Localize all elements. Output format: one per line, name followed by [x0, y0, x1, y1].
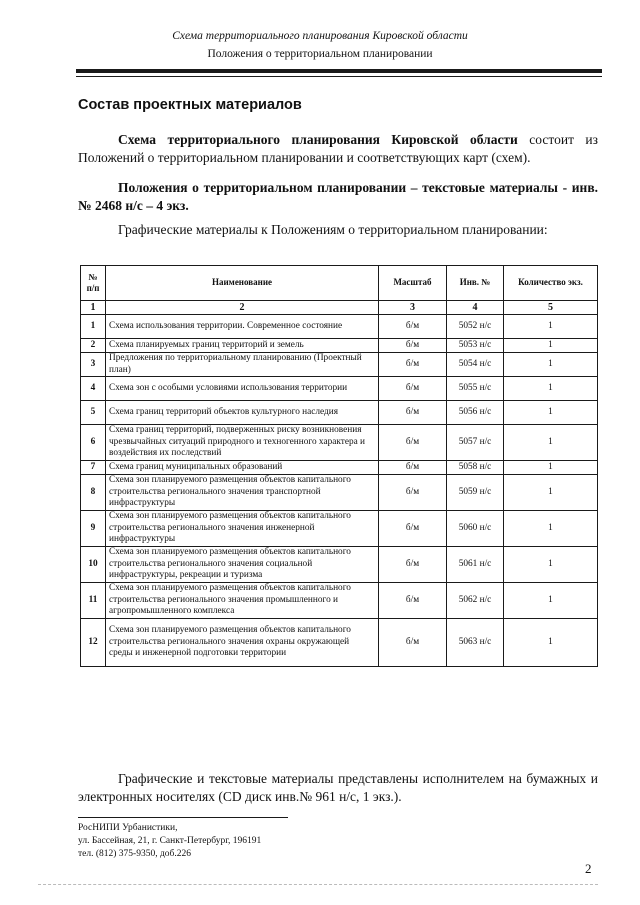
row-scale-cell: б/м: [379, 315, 447, 339]
row-number-cell: 10: [81, 547, 106, 583]
table-row: [81, 583, 598, 619]
row-name-cell: Схема зон планируемого размещения объектов капитального строительства регионального значения транспортной инфраструктуры: [106, 475, 379, 511]
row-qty-cell: 1: [504, 511, 598, 547]
row-qty-cell: 1: [504, 353, 598, 377]
row-name-cell: Схема планируемых границ территорий и земель: [106, 339, 379, 353]
header-cell-name: Наименование: [106, 266, 379, 301]
table-row: [81, 377, 598, 401]
row-inv-cell: 5055 н/с: [447, 377, 504, 401]
row-qty-cell: 1: [504, 425, 598, 461]
table-row: [81, 461, 598, 475]
row-qty-cell: 1: [504, 475, 598, 511]
numbering-cell: 2: [106, 301, 379, 315]
row-number-cell: 4: [81, 377, 106, 401]
row-qty-cell: 1: [504, 547, 598, 583]
row-name-cell: Схема зон планируемого размещения объектов капитального строительства регионального значения социальной инфраструктуры, рекреации и туризма: [106, 547, 379, 583]
row-scale-cell: б/м: [379, 619, 447, 667]
row-qty-cell: 1: [504, 401, 598, 425]
row-number-cell: 9: [81, 511, 106, 547]
header-rule-thin: [76, 76, 602, 77]
row-qty-cell: 1: [504, 339, 598, 353]
row-number-cell: 1: [81, 315, 106, 339]
row-scale-cell: б/м: [379, 401, 447, 425]
row-scale-cell: б/м: [379, 475, 447, 511]
row-qty-cell: 1: [504, 583, 598, 619]
row-scale-cell: б/м: [379, 339, 447, 353]
row-scale-cell: б/м: [379, 583, 447, 619]
intro-paragraph: [78, 131, 598, 167]
footer-address: ул. Бассейная, 21, г. Санкт-Петербург, 196191: [78, 836, 262, 846]
header-cell-inv: Инв. №: [447, 266, 504, 301]
table-row: [81, 475, 598, 511]
materials-table: [80, 265, 598, 667]
row-name-cell: Схема границ территорий объектов культурного наследия: [106, 401, 379, 425]
row-inv-cell: 5063 н/с: [447, 619, 504, 667]
header-subtitle: Положения о территориальном планировании: [207, 48, 433, 60]
row-name-cell: Схема зон планируемого размещения объектов капитального строительства регионального значения инженерной инфраструктуры: [106, 511, 379, 547]
row-inv-cell: 5054 н/с: [447, 353, 504, 377]
header-cell-qty: Количество экз.: [504, 266, 598, 301]
row-inv-cell: 5062 н/с: [447, 583, 504, 619]
row-name-cell: Схема зон с особыми условиями использования территории: [106, 377, 379, 401]
table-row: [81, 547, 598, 583]
header-rule-thick: [76, 69, 602, 73]
table-row: [81, 315, 598, 339]
table-row: [81, 425, 598, 461]
row-name-cell: Предложения по территориальному планированию (Проектный план): [106, 353, 379, 377]
intro-rest: состоит из Положений о территориальном планировании и соответствующих карт (схем).: [78, 132, 598, 165]
row-inv-cell: 5056 н/с: [447, 401, 504, 425]
row-scale-cell: б/м: [379, 461, 447, 475]
footer-org: РосНИПИ Урбанистики,: [78, 823, 178, 833]
row-number-cell: 2: [81, 339, 106, 353]
row-scale-cell: б/м: [379, 353, 447, 377]
row-scale-cell: б/м: [379, 547, 447, 583]
row-qty-cell: 1: [504, 315, 598, 339]
row-name-cell: Схема границ территорий, подверженных риску возникновения чрезвычайных ситуаций природного и техногенного характера и воздействия их последствий: [106, 425, 379, 461]
row-inv-cell: 5058 н/с: [447, 461, 504, 475]
footer-phone: тел. (812) 375-9350, доб.226: [78, 849, 192, 859]
row-number-cell: 5: [81, 401, 106, 425]
row-name-cell: Схема зон планируемого размещения объектов капитального строительства регионального значения промышленного и агропромышленного комплекса: [106, 583, 379, 619]
row-inv-cell: 5052 н/с: [447, 315, 504, 339]
table-header-row: [81, 266, 598, 301]
section-title: Состав проектных материалов: [78, 97, 302, 113]
intro-bold: Схема территориального планирования Кировской области: [118, 132, 518, 147]
header-title: Схема территориального планирования Кировской области: [172, 30, 468, 42]
table-row: [81, 401, 598, 425]
table-row: [81, 511, 598, 547]
column-numbering-row: [81, 301, 598, 315]
graphic-materials-intro: Графические материалы к Положениям о территориальном планировании:: [118, 222, 548, 237]
page-number: 2: [585, 861, 592, 876]
row-scale-cell: б/м: [379, 511, 447, 547]
numbering-cell: 5: [504, 301, 598, 315]
row-number-cell: 3: [81, 353, 106, 377]
row-name-cell: Схема использования территории. Современное состояние: [106, 315, 379, 339]
table-row: [81, 619, 598, 667]
header-cell-no: № п/п: [81, 266, 106, 301]
row-inv-cell: 5057 н/с: [447, 425, 504, 461]
header-cell-scale: Масштаб: [379, 266, 447, 301]
numbering-cell: 4: [447, 301, 504, 315]
row-number-cell: 6: [81, 425, 106, 461]
scan-artifact-line: [38, 884, 598, 886]
footnote-rule: [78, 817, 288, 818]
numbering-cell: 3: [379, 301, 447, 315]
row-inv-cell: 5053 н/с: [447, 339, 504, 353]
row-scale-cell: б/м: [379, 425, 447, 461]
row-name-cell: Схема границ муниципальных образований: [106, 461, 379, 475]
closing-paragraph: Графические и текстовые материалы представлены исполнителем на бумажных и электронных носителях (CD диск инв.№ 961 н/с, 1 экз.).: [78, 771, 598, 804]
row-scale-cell: б/м: [379, 377, 447, 401]
row-number-cell: 7: [81, 461, 106, 475]
row-qty-cell: 1: [504, 377, 598, 401]
table-row: [81, 339, 598, 353]
table-row: [81, 353, 598, 377]
row-qty-cell: 1: [504, 461, 598, 475]
row-number-cell: 12: [81, 619, 106, 667]
numbering-cell: 1: [81, 301, 106, 315]
row-inv-cell: 5059 н/с: [447, 475, 504, 511]
row-name-cell: Схема зон планируемого размещения объектов капитального строительства регионального значения охраны окружающей среды и инженерной подготовки территории: [106, 619, 379, 667]
row-inv-cell: 5061 н/с: [447, 547, 504, 583]
text-materials-paragraph: Положения о территориальном планировании – текстовые материалы - инв. № 2468 н/с – 4 экз.: [78, 180, 598, 213]
row-number-cell: 8: [81, 475, 106, 511]
row-number-cell: 11: [81, 583, 106, 619]
row-qty-cell: 1: [504, 619, 598, 667]
row-inv-cell: 5060 н/с: [447, 511, 504, 547]
